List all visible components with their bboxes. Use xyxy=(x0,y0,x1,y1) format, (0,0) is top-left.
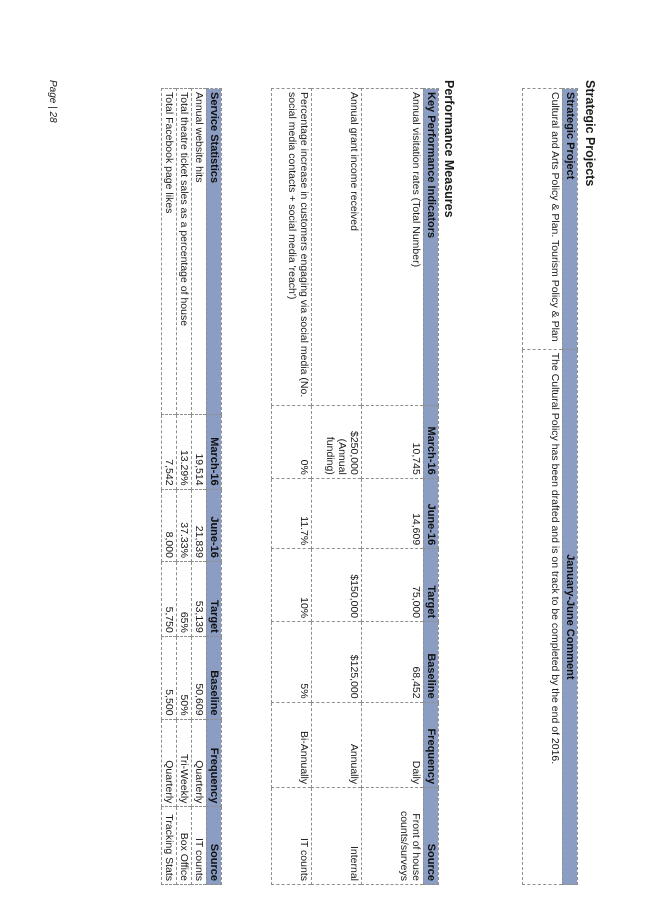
project-cell: Cultural and Arts Policy & Plan. Tourism Policy & Plan xyxy=(523,89,563,350)
target-cell: $150,000 xyxy=(312,549,362,622)
target-cell: 10% xyxy=(272,549,312,622)
table-row xyxy=(272,89,312,885)
table-header-row xyxy=(424,89,439,885)
strategic-projects-table xyxy=(522,88,578,885)
table-row xyxy=(362,89,424,885)
source-cell: Internal xyxy=(312,788,362,885)
page-number: Page | 28 xyxy=(47,80,58,123)
table-row xyxy=(312,89,362,885)
kpi-cell: Annual visitation rates (Total Number) xyxy=(362,89,424,406)
frequency-cell: Quarterly xyxy=(162,719,177,807)
table-row xyxy=(162,89,177,885)
target-cell: 5,750 xyxy=(162,561,177,636)
col-header-source: Source xyxy=(207,807,222,885)
col-header-strategic-project: Strategic Project xyxy=(563,89,578,350)
table-header-row xyxy=(207,89,222,885)
target-cell: 75,000 xyxy=(362,549,424,622)
table-row xyxy=(192,89,207,885)
kpi-cell: Annual grant income received xyxy=(312,89,362,406)
source-cell: IT counts xyxy=(272,788,312,885)
col-header-june: June-16 xyxy=(207,489,222,561)
march-cell: 19,514 xyxy=(192,414,207,489)
col-header-kpi: Key Performance Indicators xyxy=(424,89,439,406)
source-cell: Front of house counts/surveys xyxy=(362,788,424,885)
statistic-cell: Total theatre ticket sales as a percentage of house xyxy=(177,89,192,415)
col-header-service-statistics: Service Statistics xyxy=(207,89,222,415)
col-header-baseline: Baseline xyxy=(424,622,439,702)
col-header-frequency: Frequency xyxy=(207,719,222,807)
comment-cell: The Cultural Policy has been drafted and is on track to be completed by the end of 2016. xyxy=(523,349,563,884)
table-row xyxy=(523,89,563,885)
source-cell: Box Office xyxy=(177,807,192,885)
march-cell: 13.29% xyxy=(177,414,192,489)
statistic-cell: Annual website hits xyxy=(192,89,207,415)
frequency-cell: Quarterly xyxy=(192,719,207,807)
june-cell: 37.33% xyxy=(177,489,192,561)
col-header-comment: January-June Comment xyxy=(563,349,578,884)
june-cell: 14,609 xyxy=(362,478,424,548)
baseline-cell: 5% xyxy=(272,622,312,702)
source-cell: IT counts xyxy=(192,807,207,885)
june-cell: 11.7% xyxy=(272,478,312,548)
june-cell: 21,839 xyxy=(192,489,207,561)
baseline-cell: 50% xyxy=(177,636,192,719)
june-cell: 8,000 xyxy=(162,489,177,561)
performance-table xyxy=(271,88,439,885)
table-row xyxy=(177,89,192,885)
target-cell: 65% xyxy=(177,561,192,636)
baseline-cell: $125,000 xyxy=(312,622,362,702)
strategic-projects-heading: Strategic Projects xyxy=(583,80,597,187)
statistic-cell: Total Facebook page likes xyxy=(162,89,177,415)
baseline-cell: 68,452 xyxy=(362,622,424,702)
frequency-cell: Tri-Weekly xyxy=(177,719,192,807)
service-statistics-table xyxy=(161,88,222,885)
march-cell: 7,542 xyxy=(162,414,177,489)
baseline-cell: 50,609 xyxy=(192,636,207,719)
col-header-march: March-16 xyxy=(424,405,439,478)
col-header-june: June-16 xyxy=(424,478,439,548)
col-header-frequency: Frequency xyxy=(424,702,439,788)
frequency-cell: Annually xyxy=(312,702,362,788)
kpi-cell: Percentage increase in customers engaging via social media (No. social media contacts + social media 'reach') xyxy=(272,89,312,406)
june-cell xyxy=(312,478,362,548)
march-cell: 10,745 xyxy=(362,405,424,478)
col-header-source: Source xyxy=(424,788,439,885)
performance-measures-heading: Performance Measures xyxy=(442,80,456,218)
target-cell: 53,139 xyxy=(192,561,207,636)
col-header-target: Target xyxy=(424,549,439,622)
march-cell: 0% xyxy=(272,405,312,478)
source-cell: Tracking Stats xyxy=(162,807,177,885)
col-header-march: March-16 xyxy=(207,414,222,489)
col-header-baseline: Baseline xyxy=(207,636,222,719)
baseline-cell: 5,500 xyxy=(162,636,177,719)
col-header-target: Target xyxy=(207,561,222,636)
march-cell: $250,000 (Annual funding) xyxy=(312,405,362,478)
frequency-cell: Daily xyxy=(362,702,424,788)
frequency-cell: Bi-Annually xyxy=(272,702,312,788)
table-header-row xyxy=(563,89,578,885)
